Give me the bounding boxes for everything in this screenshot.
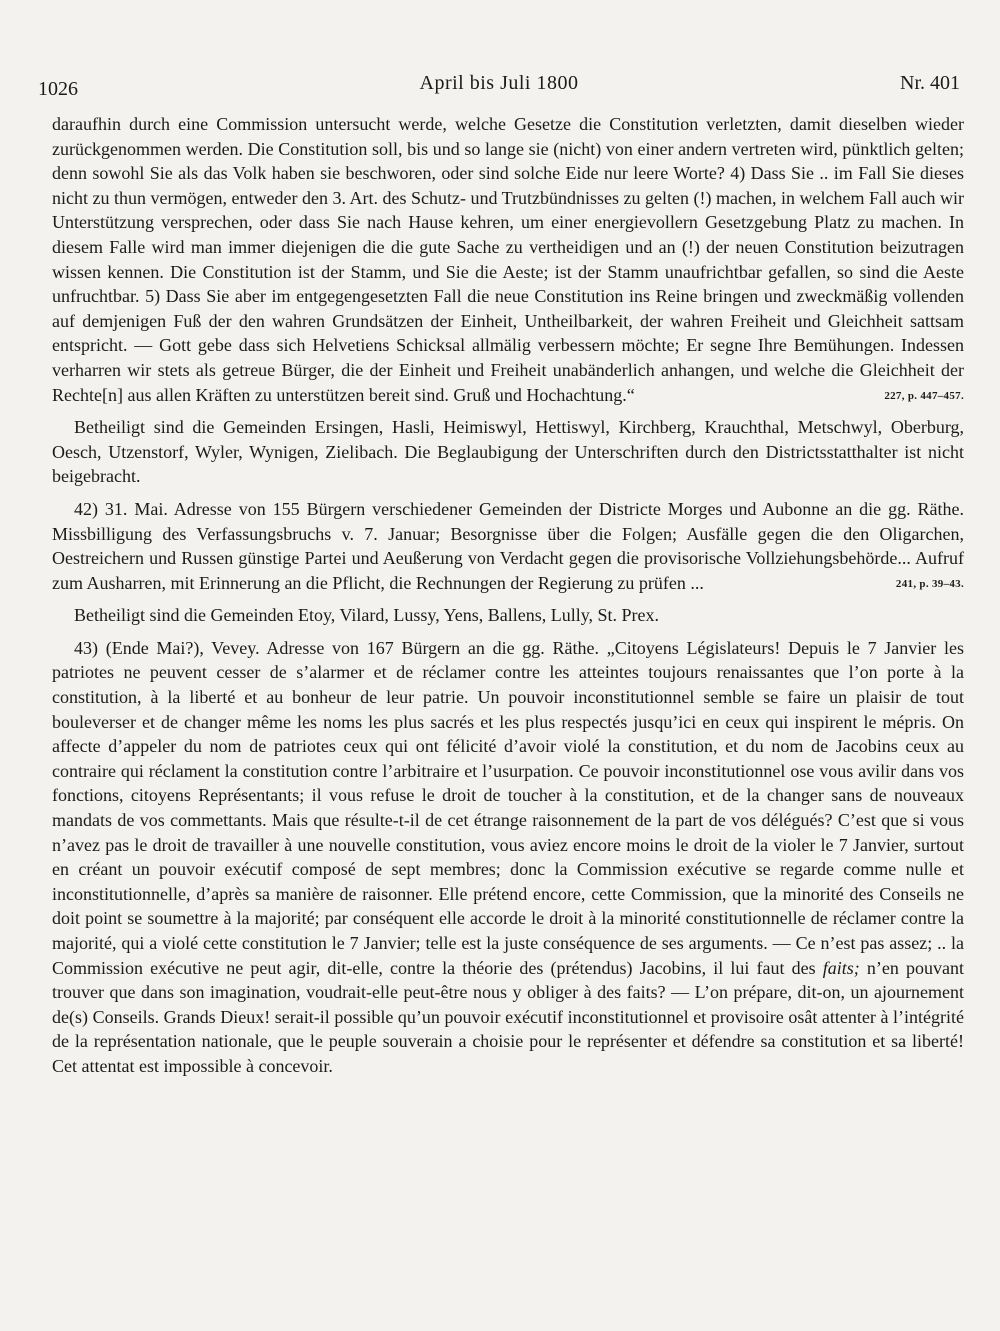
paragraph-participants-1	[52, 415, 964, 489]
paragraph-entry-43	[52, 636, 964, 1079]
paragraph-participants-2	[52, 603, 964, 628]
source-reference: 227, p. 447–457.	[884, 389, 964, 402]
document-number: Nr. 401	[900, 72, 960, 94]
paragraph-text: 43) (Ende Mai?), Vevey. Adresse von 167 Bürgern an die gg. Räthe. „Citoyens Législateurs! Depuis le 7 Janvier les patriotes ne peuvent cesser de s’alarmer et de réclamer contre les atteintes toujours renaissantes que l’on porte à la constitution, à la liberté et au bonheur de leur patrie. Un pouvoir inconstitutionnel semble se faire un plaisir de tout bouleverser et de changer même les noms les plus sacrés et les plus respectés jusqu’ici en ceux qui inspirent le mépris. On affecte d’appeler du nom de patriotes ceux qui ont félicité d’avoir violé la constitution, et du nom de Jacobins ceux au contraire qui réclament la constitution contre l’arbitraire et l’usurpation. Ce pouvoir inconstitutionnel ose vous avilir dans vos fonctions, citoyens Représentants; il vous refuse le droit de toucher à la constitution, et de la changer sans de nouveaux mandats de vos commettants. Mais que résulte-t-il de cet étrange raisonnement de la part de vos délégués? C’est que si vous n’avez pas le droit de travailler à une nouvelle constitution, vous aviez encore moins le droit de la violer le 7 Janvier, surtout en créant un pouvoir exécutif composé de sept membres; donc la Commission exécutive se regarde comme nulle et inconstitutionnelle, d’après sa manière de raisonner. Elle prétend encore, cette Commission, que la minorité des Conseils ne doit point se soumettre à la majorité; par conséquent elle accorde le droit à la minorité constitutionnelle de réclamer contre la majorité, qui a violé cette constitution le 7 Janvier; telle est la juste conséquence de ses arguments. — Ce n’est pas assez; .. la Commission exécutive ne peut agir, dit-elle, contre la théorie des (prétendus) Jacobins, il lui faut des	[52, 637, 964, 978]
paragraph-continuation	[52, 112, 964, 407]
page-number: 1026	[38, 78, 78, 100]
document-body	[52, 112, 964, 1079]
paragraph-text: 42) 31. Mai. Adresse von 155 Bürgern verschiedener Gemeinden der Districte Morges und Aubonne an die gg. Räthe. Missbilligung des Verfassungsbruchs v. 7. Januar; Besorgnisse über die Folgen; Ausfälle gegen die den Oligarchen, Oestreichern und Russen günstige Partei und Aeußerung von Verdacht gegen die provisorische Vollziehungsbehörde... Aufruf zum Ausharren, mit Erinnerung an die Pflicht, die Rechnungen der Regierung zu prüfen ...	[52, 498, 964, 593]
paragraph-text: Betheiligt sind die Gemeinden Ersingen, Hasli, Heimiswyl, Hettiswyl, Kirchberg, Krauchthal, Metschwyl, Oberburg, Oesch, Utzenstorf, Wyler, Wynigen, Zielibach. Die Beglaubigung der Unterschriften durch den Districtsstatthalter ist nicht beigebracht.	[52, 417, 964, 487]
running-title: April bis Juli 1800	[419, 72, 579, 94]
source-reference: 241, p. 39–43.	[895, 577, 964, 590]
paragraph-text: n’en pouvant trouver que dans son imagination, voudrait-elle peut-être nous y obliger à des faits? — L’on prépare, dit-on, un ajournement de(s) Conseils. Grands Dieux! serait-il possible qu’un pouvoir exécutif inconstitutionnel et provisoire osât attenter à l’intégrité de la représentation nationale, que le peuple souverain a choisie pour le représenter et défendre sa constitution et sa liberté! Cet attentat est impossible à concevoir.	[52, 957, 964, 1076]
page-header	[38, 72, 960, 102]
paragraph-entry-42	[52, 497, 964, 595]
paragraph-text: daraufhin durch eine Commission untersucht werde, welche Gesetze die Constitution verletzten, damit dieselben wieder zurückgenommen werden. Die Constitution soll, bis und so lange sie (nicht) von einer andern vertreten wird, pünktlich gelten; denn sowohl Sie als das Volk haben sie beschworen, oder sind solche Eide nur leere Worte? 4) Dass Sie .. im Fall Sie dieses nicht zu thun vermögen, entweder den 3. Art. des Schutz- und Trutzbündnisses zu gelten (!) machen, in welchem Fall auch wir Unterstützung versprechen, oder dass Sie nach Hause kehren, um einer energievollern Gesetzgebung Platz zu machen. In diesem Falle wird man immer diejenigen die die gute Sache zu vertheidigen und an (!) der neuen Constitution beizutragen wissen kennen. Die Constitution ist der Stamm, und Sie die Aeste; ist der Stamm unaufrichtbar gefallen, so sind die Aeste unfruchtbar. 5) Dass Sie aber im entgegengesetzten Fall die neue Constitution ins Reine bringen und zweckmäßig vollenden auf demjenigen Fuß der den wahren Grundsätzen der Einheit, Untheilbarkeit, der wahren Freiheit und Gleichheit sattsam entspricht. — Gott gebe dass sich Helvetiens Schicksal allmälig verbessern möchte; Er segne Ihre Bemühungen. Indessen verharren wir stets als getreue Bürger, die der Einheit und Freiheit unabänderlich anhangen, und welche die Gleichheit der Rechte[n] aus allen Kräften zu unterstützen bereit sind. Gruß und Hochachtung.“	[52, 114, 964, 405]
italic-text: faits;	[822, 957, 860, 978]
paragraph-text: Betheiligt sind die Gemeinden Etoy, Vilard, Lussy, Yens, Ballens, Lully, St. Prex.	[74, 605, 660, 626]
